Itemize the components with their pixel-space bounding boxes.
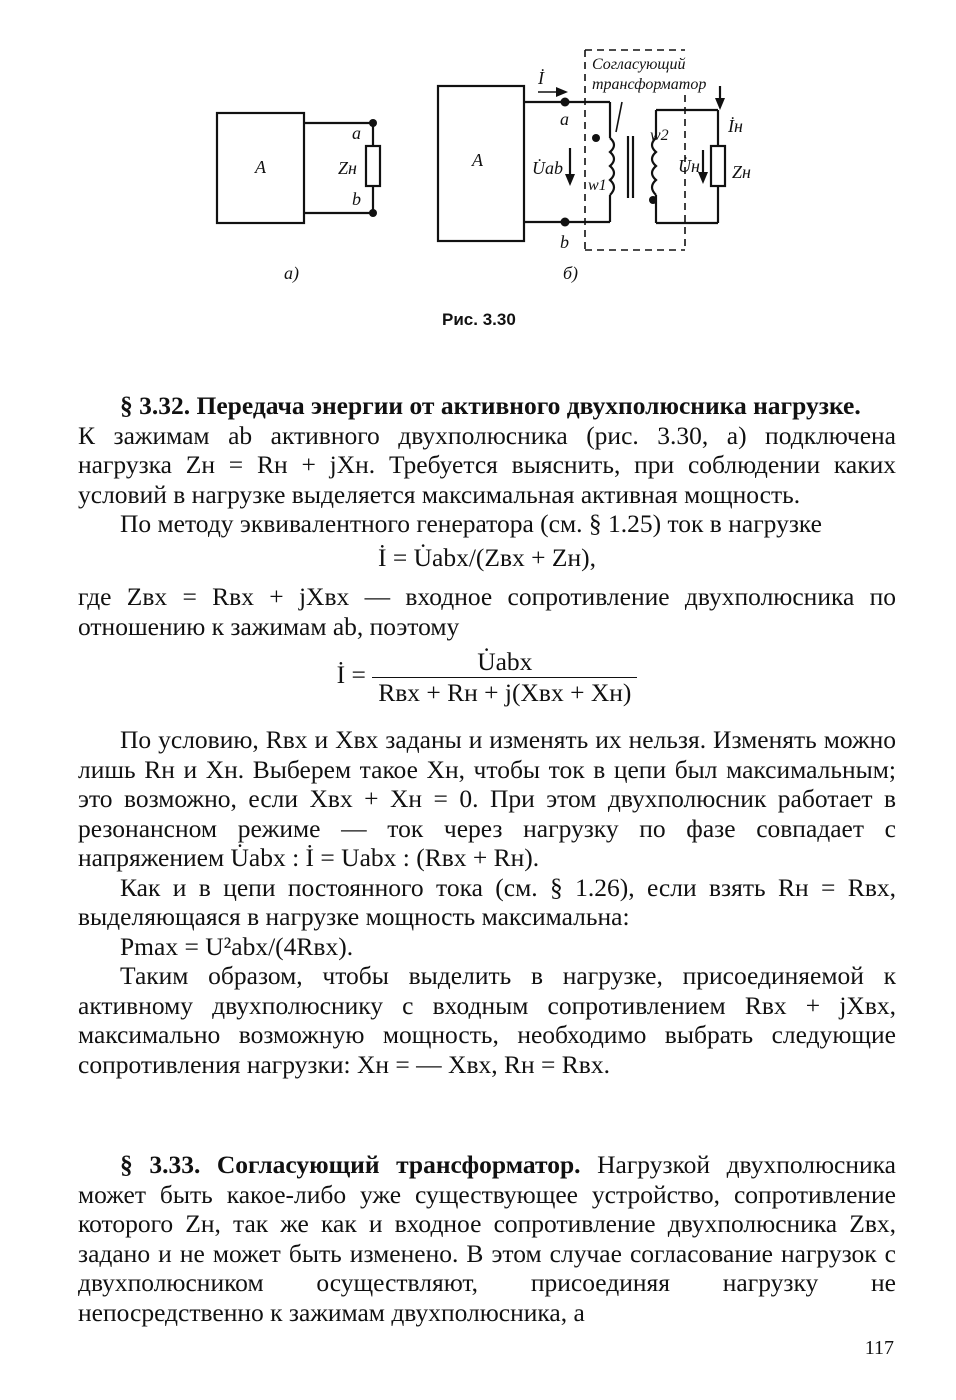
terminal-a-label-b: a (560, 109, 569, 129)
primary-coil (610, 138, 614, 195)
panel-a-label: а) (284, 263, 299, 283)
section-3-33 (78, 1150, 896, 1327)
load-impedance-a (366, 146, 380, 186)
paragraph: Таким образом, чтобы выделить в нагрузке, присоединяемой к активному двухполюснику с входным сопротивлением Rвх + jXвх, максимально возможную мощность, необходимо выбрать следующие сопротивления нагрузки: Xн = — Xвх, Rн = Rвх. (78, 961, 896, 1079)
paragraph: Нагрузкой двухполюсника может быть какое-либо уже существующее устройство, сопротивление которого Zн, так же как и входное сопротивление двухполюсника Zвх, задано и не может быть изменено. В этом случае согласование нагрузок с двухполюсником осуществляют, присоединяя нагрузку не непосредственно к зажимам двухполюсника, а (78, 1150, 896, 1327)
circuit-diagram (0, 0, 956, 340)
paragraph: где Zвх = Rвх + jXвх — входное сопротивление двухполюсника по отношению к зажимам ab, поэтому (78, 582, 896, 641)
current-label: İ (538, 68, 544, 88)
equation-3: Pmax = U²abx/(4Rвх). (120, 931, 354, 961)
load-impedance-b (711, 146, 725, 186)
equation-2-denominator: Rвх + Rн + j(Xвх + Xн) (378, 677, 632, 707)
paragraph: По методу эквивалентного генератора (см. § 1.25) ток в нагрузке (120, 509, 822, 538)
terminal-b-label-b: b (560, 232, 569, 252)
load-voltage-label: U̇н (678, 156, 700, 176)
load-current-label: İн (728, 116, 743, 136)
section-3-32 (78, 391, 896, 1079)
transformer-title-2: трансформатор (592, 76, 707, 93)
secondary-coil (652, 138, 656, 195)
section-3-33-body (78, 1150, 896, 1327)
section-heading: § 3.32. Передача энергии от активного двухполюсника нагрузке. (120, 391, 861, 420)
transformer-title-1: Согласующий (592, 56, 686, 73)
secondary-winding-label: w2 (650, 127, 669, 144)
section-3-32-heading (78, 391, 896, 421)
terminal-a-label-a: a (352, 123, 361, 143)
primary-winding-label: w1 (588, 177, 607, 194)
equation-2-fraction (372, 647, 637, 707)
paragraph: К зажимам ab активного двухполюсника (рис. 3.30, а) подключена нагрузка Zн = Rн + jXн. Требуется выяснить, при соблюдении каких условий в нагрузке выделяется максимальная активная мощность. (78, 420, 896, 509)
box-label-a: A (255, 157, 266, 177)
paragraph: Как и в цепи постоянного тока (см. § 1.26), если взять Rн = Rвх, выделяющаяся в нагрузке мощность максимальна: (78, 872, 896, 931)
box-label-b: A (472, 150, 483, 170)
load-label-b: Zн (732, 162, 751, 182)
panel-b-label: б) (563, 263, 579, 283)
equation-1: İ = U̇abx/(Zвх + Zн), (377, 542, 597, 572)
load-label-a: Zн (338, 158, 357, 178)
terminal-b-label-a: b (352, 189, 361, 209)
paragraph: По условию, Rвх и Xвх заданы и изменять их нельзя. Изменять можно лишь Rн и Xн. Выберем такое Xн, чтобы ток в цепи был максимальным; это возможно, если Xвх + Xн = 0. При этом двухполюсник работает в резонансном режиме — ток через нагрузку по фазе совпадает с напряжением U̇abx : İ = Uabx : (Rвх + Rн). (78, 725, 896, 872)
section-heading: § 3.33. Согласующий трансформатор. (120, 1150, 581, 1179)
equation-2-numerator: U̇abx (372, 647, 637, 678)
figure-caption: Рис. 3.30 (442, 310, 516, 329)
page-number: 117 (864, 1337, 894, 1359)
equation-2 (78, 647, 896, 707)
voltage-label: U̇ab (532, 158, 563, 178)
figure-3-30 (0, 0, 956, 340)
equation-2-left: İ = (336, 659, 366, 689)
